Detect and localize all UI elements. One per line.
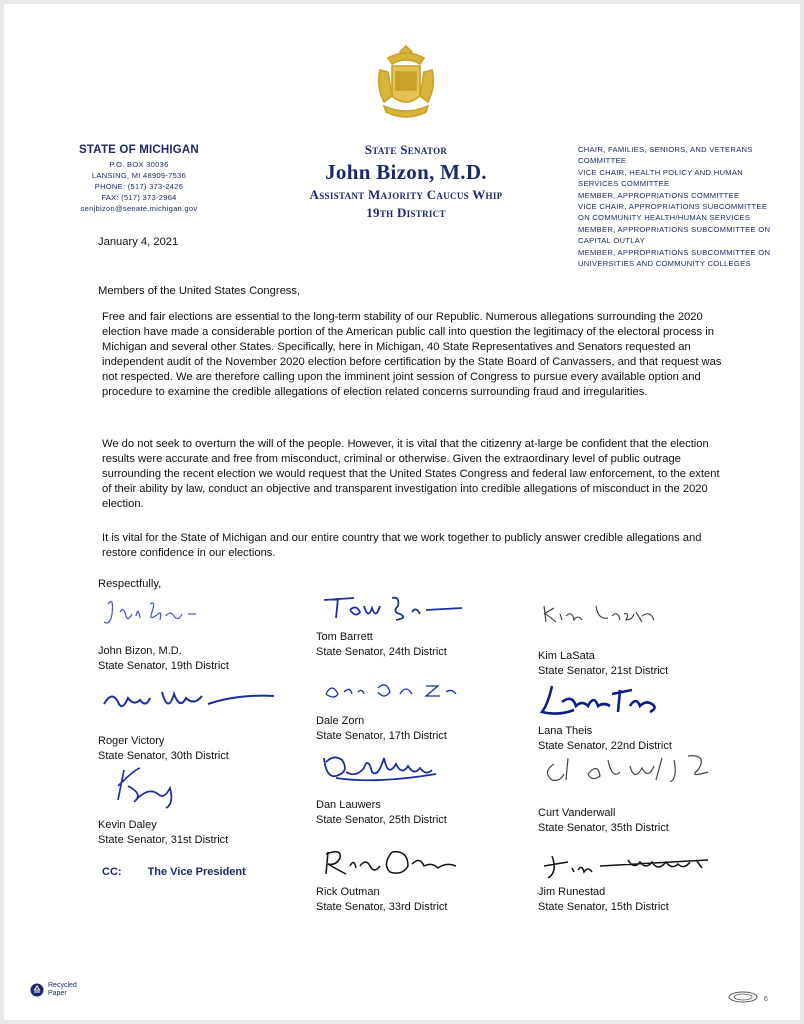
signer-name: Kevin Daley [98, 819, 157, 831]
signer-title: State Senator, 22nd District [538, 740, 672, 752]
signature-block [538, 724, 672, 754]
committee-item: MEMBER, APPROPRIATIONS COMMITTEE [578, 190, 740, 200]
senator-district: 19th District [366, 205, 446, 220]
signature-image [104, 764, 194, 810]
cc-line [102, 866, 246, 878]
paragraph-2: We do not seek to overturn the will of the people. However, it is vital that the citizenry at-large be confident that the election results were accurate and free from misconduct, criminal or otherwise. Given the extraordinary level of public outrage surrounding the recent election we would request that the United States Congress and federal law enforcement, to the extent of their ability by law, conduct an objective and transparent investigation into credible allegations of misconduct in the 2020 election. [102, 438, 720, 510]
senator-name: John Bizon, M.D. [325, 160, 487, 184]
union-bug-icon [728, 991, 764, 1003]
email-line: senjbizon@senate.michigan.gov [80, 204, 198, 213]
michigan-seal-icon [370, 42, 442, 126]
committee-item: MEMBER, APPROPRIATIONS SUBCOMMITTEE ON CAPITAL OUTLAY [578, 224, 771, 246]
signature-block [538, 806, 669, 836]
signature-block [316, 885, 447, 915]
signer-title: State Senator, 35th District [538, 822, 669, 834]
signer-title: State Senator, 31st District [98, 834, 229, 846]
signer-title: State Senator, 25th District [316, 814, 447, 826]
recycled-label: Recycled [48, 982, 77, 989]
signature-image [98, 684, 278, 724]
senator-role: Assistant Majority Caucus Whip [309, 187, 503, 202]
union-bug [728, 988, 768, 1006]
signer-name: Dale Zorn [316, 715, 365, 727]
paragraph-1: Free and fair elections are essential to the long-term stability of our Republic. Numerous allegations surrounding the 2020 election have made a considerable portion of the American public call into question the legitimacy of the electoral process in Michigan and several other States. Specifically, here in Michigan, 40 State Representatives and Senators requested an independent audit of the November 2020 election before certification by the State Board of Canvassers, and that request was not respected. We are therefore calling upon the imminent joint session of Congress to pursue every available option and procedure to examine the credible allegations of election related concerns surrounding fraud and irregularities. [102, 311, 722, 398]
closing: Respectfully, [98, 578, 162, 590]
committee-list [578, 144, 778, 269]
letter-page [4, 4, 800, 1020]
recycled-paper-mark [30, 982, 77, 998]
fax-line: FAX: (517) 373-2964 [101, 193, 177, 202]
committee-item: CHAIR, FAMILIES, SENIORS, AND VETERANS COMMITTEE [578, 145, 753, 166]
committee-item: VICE CHAIR, APPROPRIATIONS SUBCOMMITTEE ON COMMUNITY HEALTH/HUMAN SERVICES [578, 202, 768, 223]
signer-title: State Senator, 19th District [98, 660, 229, 672]
signer-title: State Senator, 15th District [538, 901, 669, 913]
signer-title: State Senator, 17th District [316, 730, 447, 742]
signature-block [316, 714, 447, 744]
cc-label: CC: [102, 866, 122, 878]
senator-title: State Senator [364, 142, 448, 157]
signature-image [538, 680, 668, 722]
signature-block [98, 734, 229, 764]
signature-image [316, 674, 476, 706]
signature-image [538, 850, 708, 882]
city-line: LANSING, MI 48909-7536 [91, 171, 187, 180]
signature-block [316, 798, 447, 828]
signer-name: Lana Theis [538, 725, 593, 737]
signature-image [538, 752, 718, 788]
signature-image [316, 748, 466, 790]
signer-name: Curt Vanderwall [538, 807, 616, 819]
committee-item: MEMBER, APPROPRIATIONS SUBCOMMITTEE ON UNIVERSITIES AND COMMUNITY COLLEGES [578, 247, 771, 269]
paragraph-3: It is vital for the State of Michigan and our entire country that we work together to publicly answer credible allegations and restore confidence in our elections. [102, 532, 702, 559]
signer-name: John Bizon, M.D. [98, 645, 182, 657]
paper-label: Paper [48, 990, 67, 997]
signer-name: Dan Lauwers [316, 799, 381, 811]
signature-image [98, 592, 208, 634]
signer-name: Jim Runestad [538, 886, 606, 898]
cc-recipient: The Vice President [147, 866, 246, 878]
po-box: P.O. BOX 30036 [109, 160, 169, 169]
signer-title: State Senator, 21st District [538, 665, 669, 677]
signature-block [316, 630, 447, 660]
letter-date: January 4, 2021 [98, 236, 179, 248]
salutation: Members of the United States Congress, [98, 285, 301, 297]
state-name: STATE OF MICHIGAN [79, 144, 199, 156]
phone-line: PHONE: (517) 373-2426 [94, 182, 184, 191]
letterhead-contact [74, 144, 204, 214]
signer-name: Rick Outman [316, 886, 380, 898]
committee-item: VICE CHAIR, HEALTH POLICY AND HUMAN SERVICES COMMITTEE [578, 167, 744, 189]
letterhead-title [264, 142, 548, 221]
signer-title: State Senator, 30th District [98, 750, 229, 762]
signer-name: Roger Victory [98, 735, 165, 747]
signature-block [538, 649, 668, 679]
signature-block [538, 885, 669, 915]
recycle-icon [30, 983, 44, 997]
signer-name: Tom Barrett [316, 631, 373, 643]
signature-block [98, 818, 228, 848]
signature-image [538, 600, 668, 630]
signer-name: Kim LaSata [538, 650, 595, 662]
signature-image [316, 844, 466, 884]
signer-title: State Senator, 33rd District [316, 901, 448, 913]
union-bug-number: 6 [764, 996, 768, 1003]
signature-block [98, 644, 229, 674]
signer-title: State Senator, 24th District [316, 646, 447, 658]
signature-image [316, 592, 466, 626]
